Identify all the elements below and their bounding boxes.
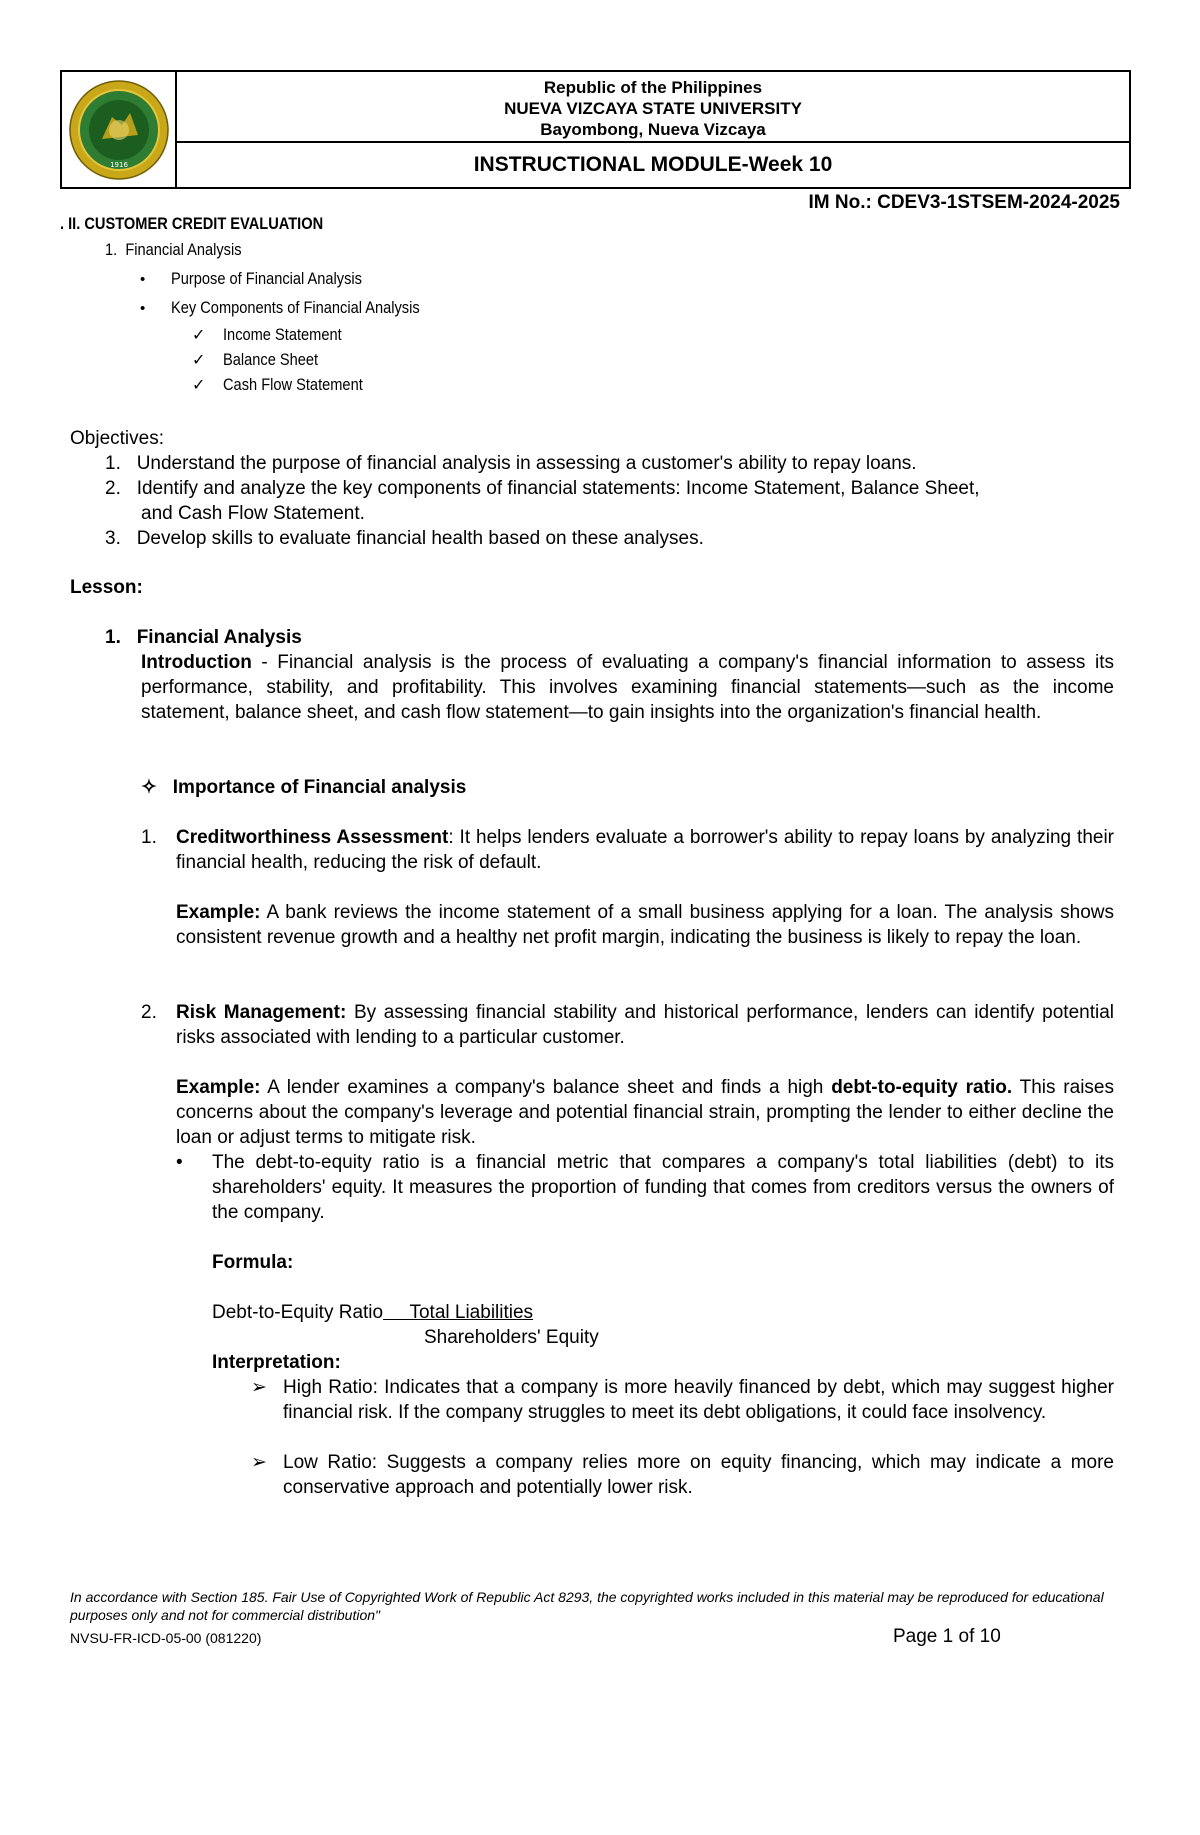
- lesson-heading-financial-analysis: 1. Financial Analysis: [105, 627, 302, 648]
- bullet-dot-icon: •: [140, 271, 146, 288]
- point-2-number: 2.: [141, 1002, 157, 1023]
- formula-numerator: Total Liabilities: [409, 1302, 534, 1323]
- header-university: NUEVA VIZCAYA STATE UNIVERSITY: [504, 99, 802, 118]
- toc-check-cashflow: ✓ Cash Flow Statement: [192, 375, 363, 394]
- section-title: . II. CUSTOMER CREDIT EVALUATION: [60, 214, 324, 233]
- page-number: Page 1 of 10: [893, 1626, 1001, 1647]
- university-seal-logo: [68, 79, 170, 181]
- formula-denominator: Shareholders' Equity: [424, 1327, 599, 1348]
- objective-3: 3. Develop skills to evaluate financial health based on these analyses.: [105, 528, 704, 549]
- point-1-number: 1.: [141, 827, 157, 848]
- header-institution: [177, 72, 1129, 143]
- checkmark-icon: ✓: [192, 377, 206, 394]
- risk-management-paragraph: Risk Management: By assessing financial stability and historical performance, lenders can identify potential risks associated with lending to a particular customer.: [176, 1002, 1115, 1048]
- objective-2: 2. Identify and analyze the key components of financial statements: Income Statement, Balance Sheet,: [105, 478, 980, 499]
- formula-left: Debt-to-Equity Ratio: [212, 1302, 384, 1323]
- toc-check-balance: ✓ Balance Sheet: [192, 350, 318, 369]
- objective-1: 1. Understand the purpose of financial analysis in assessing a customer's ability to repay loans.: [105, 453, 917, 474]
- document-header: [60, 70, 1131, 189]
- example-2-paragraph: Example: A lender examines a company's balance sheet and finds a high debt-to-equity ratio. This raises concerns about the company's leverage and potential financial strain, prompting the lender to either decline the loan or adjust terms to mitigate risk.: [176, 1077, 1114, 1148]
- lesson-label: Lesson:: [70, 577, 143, 598]
- header-republic: Republic of the Philippines: [543, 78, 763, 97]
- form-code: NVSU-FR-ICD-05-00 (081220): [70, 1630, 262, 1646]
- checkmark-icon: ✓: [192, 327, 206, 344]
- arrow-bullet-icon: ➢: [251, 1452, 267, 1473]
- university-logo-cell: [62, 72, 177, 187]
- diamond-bullet-icon: ✧: [141, 777, 157, 798]
- toc-bullet-components: • Key Components of Financial Analysis: [140, 298, 420, 317]
- bullet-dot-icon: •: [140, 300, 146, 317]
- toc-check-income: ✓ Income Statement: [192, 325, 342, 344]
- creditworthiness-paragraph: Creditworthiness Assessment: It helps lenders evaluate a borrower's ability to repay loans by analyzing their financial health, reducing the risk of default.: [176, 827, 1115, 873]
- arrow-bullet-icon: ➢: [251, 1377, 267, 1398]
- bullet-dot-icon: •: [176, 1152, 183, 1173]
- interpretation-label: Interpretation:: [212, 1352, 341, 1373]
- importance-heading: ✧ Importance of Financial analysis: [141, 777, 467, 798]
- toc-bullet-purpose: • Purpose of Financial Analysis: [140, 269, 362, 288]
- copyright-notice: In accordance with Section 185. Fair Use of Copyrighted Work of Republic Act 8293, the copyrighted works included in this material may be reproduced for educational purposes only and not for commercial distribution": [70, 1589, 1104, 1623]
- formula: [212, 1300, 533, 1325]
- objectives-label: Objectives:: [70, 428, 164, 449]
- intro-paragraph: Introduction - Financial analysis is the process of evaluating a company's financial information to assess its performance, stability, and profitability. This involves examining financial statements—such as the income statement, balance sheet, and cash flow statement—to gain insights into the organization's financial health.: [141, 652, 1114, 723]
- toc-item-financial-analysis: 1. Financial Analysis: [105, 240, 242, 259]
- svg-text:1916: 1916: [109, 160, 128, 169]
- example-1-paragraph: Example: A bank reviews the income statement of a small business applying for a loan. The analysis shows consistent revenue growth and a healthy net profit margin, indicating the business is likely to repay the loan.: [176, 902, 1114, 948]
- im-number: IM No.: CDEV3-1STSEM-2024-2025: [808, 192, 1120, 213]
- header-text-area: [177, 72, 1129, 187]
- interpretation-low: Low Ratio: Suggests a company relies more on equity financing, which may indicate a more conservative approach and potentially lower risk.: [283, 1452, 1114, 1498]
- objective-2-cont: and Cash Flow Statement.: [141, 503, 365, 524]
- interpretation-high: High Ratio: Indicates that a company is more heavily financed by debt, which may suggest higher financial risk. If the company struggles to meet its debt obligations, it could face insolvency.: [283, 1377, 1114, 1423]
- dte-definition: The debt-to-equity ratio is a financial metric that compares a company's total liabilities (debt) to its shareholders' equity. It measures the proportion of funding that comes from creditors versus the owners of the company.: [212, 1152, 1114, 1223]
- formula-label: Formula:: [212, 1252, 294, 1273]
- header-address: Bayombong, Nueva Vizcaya: [540, 120, 766, 139]
- module-title: INSTRUCTIONAL MODULE-Week 10: [473, 153, 833, 176]
- checkmark-icon: ✓: [192, 352, 206, 369]
